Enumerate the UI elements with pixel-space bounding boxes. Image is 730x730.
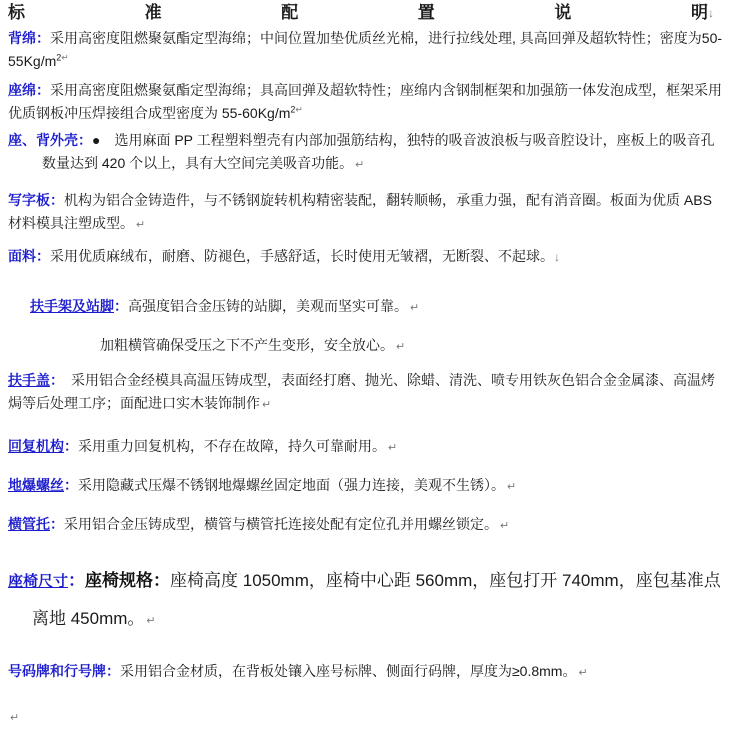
paragraph-mark: ↵ xyxy=(355,159,365,171)
spec-text: ● 选用麻面 PP 工程塑料塑壳有内部加强筋结构，独特的吸音波浪板与吸音腔设计，座板上的吸音孔数量达到 420 个以上，具有大空间完美吸音功能。 xyxy=(42,132,715,171)
spec-heading: 号码牌和行号牌 xyxy=(8,663,106,679)
spec-paragraph-armrest-cover: 扶手盖： 采用铝合金经模具高温压铸成型，表面经打磨、抛光、除蜡、清洗、喷专用铁灰色铝合金金属漆、高温烤焗等后处理工序；面配进口实木装饰制作 ↵ xyxy=(8,372,715,411)
spec-heading: 扶手盖 xyxy=(8,372,50,388)
spec-text: 采用优质麻绒布，耐磨、防褪色，手感舒适，长时使用无皱褶，无断裂、不起球。 xyxy=(50,248,554,264)
line-break-mark: ↓ xyxy=(707,6,714,20)
spec-heading: 地爆螺丝 xyxy=(8,477,64,493)
spec-paragraph-shell: 座、背外壳：● 选用麻面 PP 工程塑料塑壳有内部加强筋结构，独特的吸音波浪板与吸音腔设计，座板上的吸音孔数量达到 420 个以上，具有大空间完美吸音功能。 ↵ xyxy=(8,132,715,171)
paragraph-mark: ↵ xyxy=(500,520,510,532)
spec-heading: 写字板 xyxy=(8,192,50,208)
spec-text: 采用铝合金压铸成型，横管与横管托连接处配有定位孔并用螺丝锁定。 xyxy=(64,516,498,532)
spec-text: 座椅高度 1050mm，座椅中心距 560mm，座包打开 740mm，座包基准点离地 450mm。 xyxy=(32,571,721,628)
spec-paragraph-seat-dimensions: 座椅尺寸：座椅规格：座椅高度 1050mm，座椅中心距 560mm，座包打开 740mm，座包基准点离地 450mm。 ↵ xyxy=(8,571,721,628)
spec-text: 高强度铝合金压铸的站脚，美观而坚实可靠。 xyxy=(128,298,408,314)
spec-paragraph-crossbar-note xyxy=(100,334,722,359)
spec-paragraph-back-foam: 背绵：采用高密度阻燃聚氨酯定型海绵；中间位置加垫优质丝光棉，进行拉线处理, 具高回弹及超软特性；密度为$50-55Kg/m^{2↵}$ xyxy=(8,30,723,69)
spec-paragraph-armrest-frame: 扶手架及站脚：高强度铝合金压铸的站脚，美观而坚实可靠。 ↵ xyxy=(30,298,420,314)
spec-text: 采用铝合金经模具高温压铸成型，表面经打磨、抛光、除蜡、清洗、喷专用铁灰色铝合金金属漆、高温烤焗等后处理工序；面配进口实木装饰制作 xyxy=(8,372,715,411)
line-break-mark: ↓ xyxy=(554,250,560,264)
title-char: 说 xyxy=(554,3,572,22)
title-char: 准 xyxy=(144,3,162,22)
spec-heading: 座绵 xyxy=(8,82,36,98)
spec-text: 采用高密度阻燃聚氨酯定型海绵；具高回弹及超软特性；座绵内含钢制框架和加强筋一体发泡成型，框架采用优质钢板冲压焊接组合成型密度为 55-60Kg/m xyxy=(8,82,722,121)
spec-heading: 横管托 xyxy=(8,516,50,532)
empty-paragraph xyxy=(8,705,722,730)
paragraph-mark: ↵ xyxy=(262,399,272,411)
paragraph-mark: ↵ xyxy=(410,302,420,314)
spec-heading: 面料 xyxy=(8,248,36,264)
spec-text: 加粗横管确保受压之下不产生变形，安全放心。 xyxy=(100,337,394,353)
superscript: 2 xyxy=(290,104,296,115)
spec-text: 采用重力回复机构，不存在故障，持久可靠耐用。 xyxy=(78,438,386,454)
spec-paragraph-seat-foam: 座绵：采用高密度阻燃聚氨酯定型海绵；具高回弹及超软特性；座绵内含钢制框架和加强筋一体发泡成型，框架采用优质钢板冲压焊接组合成型密度为 $55-60Kg/m^{2↵}$ xyxy=(8,82,722,121)
spec-heading: 回复机构 xyxy=(8,438,64,454)
paragraph-mark: ↵ xyxy=(578,667,588,679)
paragraph-mark: ↵ xyxy=(295,104,303,115)
paragraph-mark: ↵ xyxy=(388,442,398,454)
spec-heading: 座、背外壳 xyxy=(8,132,78,148)
title-char: 标 xyxy=(8,3,25,22)
spec-paragraph-anchor-bolt: 地爆螺丝：采用隐藏式压爆不锈钢地爆螺丝固定地面（强力连接，美观不生锈）。 ↵ xyxy=(8,477,517,493)
paragraph-mark: ↵ xyxy=(61,52,69,63)
spec-paragraph-number-plates: 号码牌和行号牌：采用铝合金材质，在背板处镶入座号标牌、侧面行码牌，厚度为≥0.8mm。 ↵ xyxy=(8,663,588,679)
superscript: 2 xyxy=(56,52,62,63)
title-char: 配 xyxy=(281,3,299,22)
spec-text: 采用高密度阻燃聚氨酯定型海绵；中间位置加垫优质丝光棉，进行拉线处理, 具高回弹及超软特性；密度为50-55Kg/m xyxy=(8,30,723,69)
paragraph-mark: ↵ xyxy=(136,219,146,231)
spec-heading: 座椅尺寸 xyxy=(8,573,69,590)
document-title xyxy=(8,2,714,24)
spec-text: 采用铝合金材质，在背板处镶入座号标牌、侧面行码牌，厚度为≥0.8mm。 xyxy=(120,663,577,679)
paragraph-mark: ↵ xyxy=(507,481,517,493)
spec-text: 机构为铝合金铸造件，与不锈钢旋转机构精密装配，翻转顺畅，承重力强，配有消音圈。板面为优质 ABS 材料模具注塑成型。 xyxy=(8,192,712,231)
paragraph-mark: ↵ xyxy=(146,615,156,627)
paragraph-mark: ↵ xyxy=(10,712,20,724)
spec-paragraph-fabric: 面料：采用优质麻绒布，耐磨、防褪色，手感舒适，长时使用无皱褶，无断裂、不起球。↓ xyxy=(8,248,560,264)
spec-paragraph-return-mechanism: 回复机构：采用重力回复机构，不存在故障，持久可靠耐用。 ↵ xyxy=(8,438,398,454)
title-char: 明 xyxy=(690,3,708,22)
spec-paragraph-tube-bracket: 横管托：采用铝合金压铸成型，横管与横管托连接处配有定位孔并用螺丝锁定。 ↵ xyxy=(8,516,510,532)
spec-subheading: 座椅规格： xyxy=(85,571,171,590)
spec-heading: 背绵 xyxy=(8,30,36,46)
paragraph-mark: ↵ xyxy=(396,341,406,353)
title-char: 置 xyxy=(417,3,435,22)
spec-paragraph-writing-pad: 写字板：机构为铝合金铸造件，与不锈钢旋转机构精密装配，翻转顺畅，承重力强，配有消音圈。板面为优质 ABS 材料模具注塑成型。 ↵ xyxy=(8,192,712,231)
spec-heading: 扶手架及站脚 xyxy=(30,298,114,314)
spec-text: 采用隐藏式压爆不锈钢地爆螺丝固定地面（强力连接，美观不生锈）。 xyxy=(78,477,505,493)
